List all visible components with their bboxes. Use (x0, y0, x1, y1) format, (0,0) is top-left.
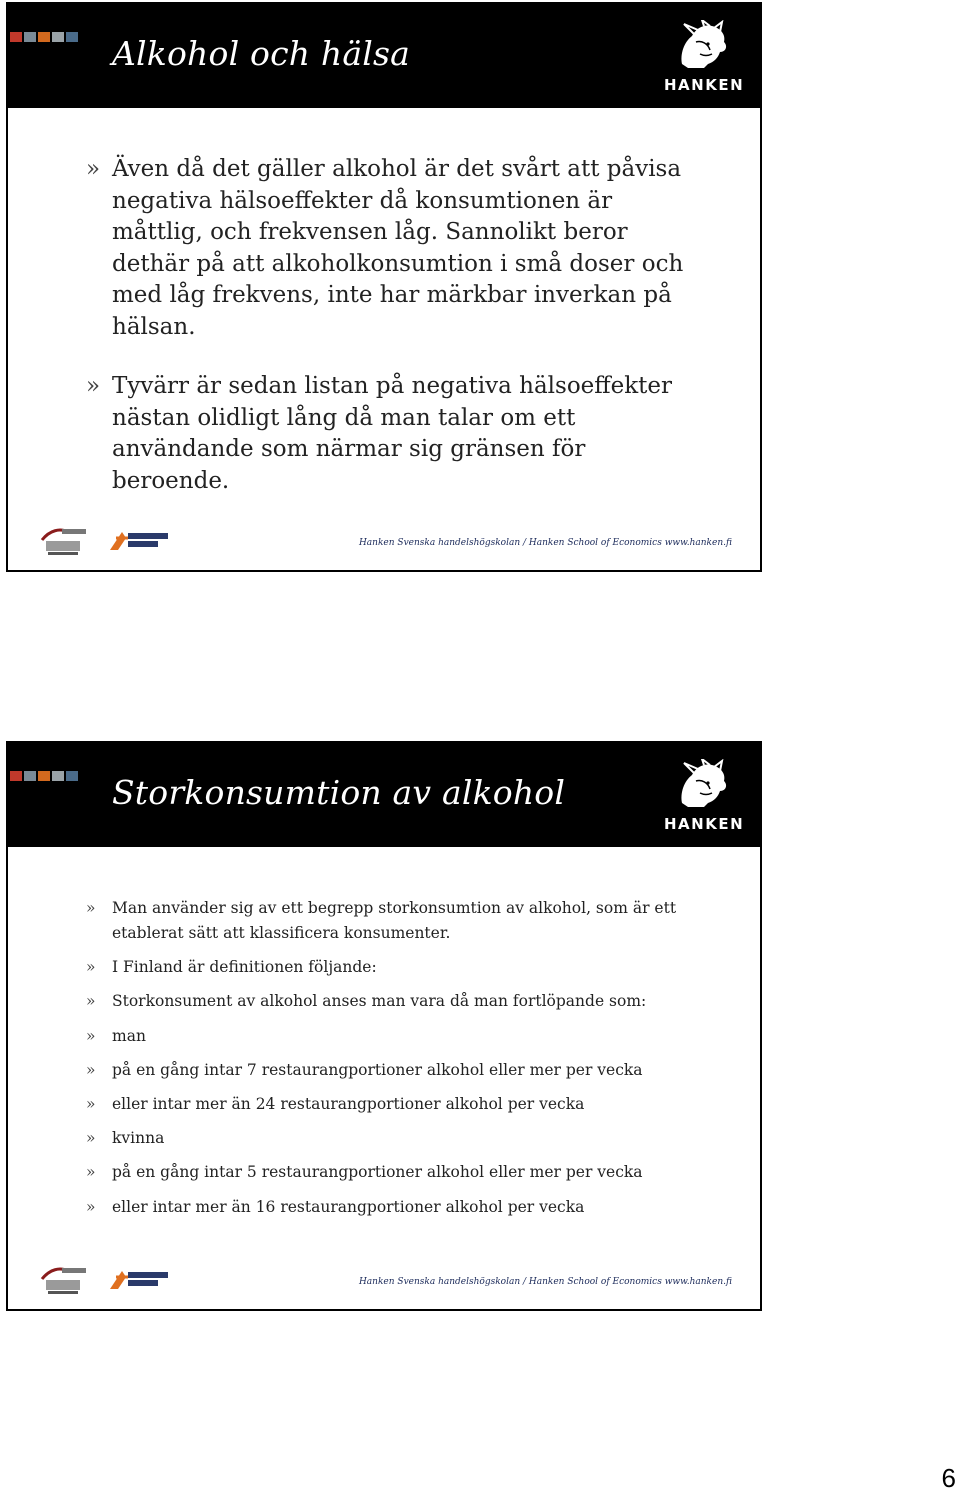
bullet-marker: » (86, 1094, 96, 1113)
bullet-marker: » (86, 1197, 96, 1216)
list-item (86, 989, 700, 1014)
bullet-marker: » (86, 1129, 96, 1148)
bullet-text: kvinna (112, 1129, 165, 1148)
bullet-list (86, 154, 700, 525)
bullet-text: Storkonsument av alkohol anses man vara då man fortlöpande som: (112, 992, 647, 1011)
slide-footer (8, 1263, 760, 1309)
list-item (86, 154, 700, 343)
footer-text: Hanken Svenska handelshögskolan / Hanken School of Economics www.hanken.fi (358, 538, 732, 548)
bullet-marker: » (86, 1163, 96, 1182)
logo-wordmark: HANKEN (664, 76, 745, 94)
slide-header (8, 743, 760, 847)
amba-logo-icon (108, 524, 172, 556)
bullet-marker: » (86, 992, 96, 1011)
equis-logo-icon (38, 524, 90, 560)
bullet-text: eller intar mer än 16 restaurangportioner alkohol per vecka (112, 1197, 585, 1216)
bullet-marker: » (86, 373, 101, 399)
bullet-text: I Finland är definitionen följande: (112, 958, 377, 977)
list-item (86, 1058, 700, 1083)
bullet-marker: » (86, 1060, 96, 1079)
logo-wordmark: HANKEN (664, 815, 745, 833)
bullet-text: Tyvärr är sedan listan på negativa hälsoeffekter nästan olidligt lång då man talar om ett användande som närmar sig gränsen för beroende. (112, 373, 673, 494)
bullet-text: man (112, 1026, 146, 1045)
slide-footer (8, 524, 760, 570)
bullet-marker: » (86, 899, 96, 917)
list-item (86, 1024, 700, 1049)
bullet-text: eller intar mer än 24 restaurangportioner alkohol per vecka (112, 1094, 585, 1113)
slide-alkohol-och-halsa (6, 2, 762, 572)
list-item (86, 1160, 700, 1185)
slide-title: Storkonsumtion av alkohol (112, 773, 566, 812)
page-number: 6 (941, 1463, 956, 1493)
color-strip (10, 771, 80, 781)
list-item (86, 1195, 700, 1220)
list-item (86, 371, 700, 497)
bullet-marker: » (86, 1026, 96, 1045)
mercury-head-icon (674, 20, 730, 70)
bullet-list (86, 896, 700, 1229)
bullet-text: Man använder sig av ett begrepp storkonsumtion av alkohol, som är ett etablerat sätt att klassificera konsumenter. (112, 899, 677, 942)
mercury-head-icon (674, 759, 730, 809)
equis-logo-icon (38, 1263, 90, 1299)
slide-header (8, 4, 760, 108)
hanken-logo (664, 20, 745, 94)
slide-title: Alkohol och hälsa (112, 34, 410, 73)
bullet-marker: » (86, 958, 96, 977)
bullet-marker: » (86, 156, 101, 182)
hanken-logo (664, 759, 745, 833)
bullet-text: på en gång intar 7 restaurangportioner alkohol eller mer per vecka (112, 1060, 643, 1079)
list-item (86, 1126, 700, 1151)
bullet-text: Även då det gäller alkohol är det svårt att påvisa negativa hälsoeffekter då konsumtionen är måttlig, och frekvensen låg. Sannolikt beror dethär på att alkoholkonsumtion i små doser och med låg frekvens, inte har märkbar inverkan på hälsan. (112, 156, 684, 340)
list-item (86, 955, 700, 980)
footer-text: Hanken Svenska handelshögskolan / Hanken School of Economics www.hanken.fi (358, 1277, 732, 1287)
slide-storkonsumtion (6, 741, 762, 1311)
list-item (86, 1092, 700, 1117)
list-item (86, 896, 700, 946)
bullet-text: på en gång intar 5 restaurangportioner alkohol eller mer per vecka (112, 1163, 643, 1182)
amba-logo-icon (108, 1263, 172, 1295)
color-strip (10, 32, 80, 42)
